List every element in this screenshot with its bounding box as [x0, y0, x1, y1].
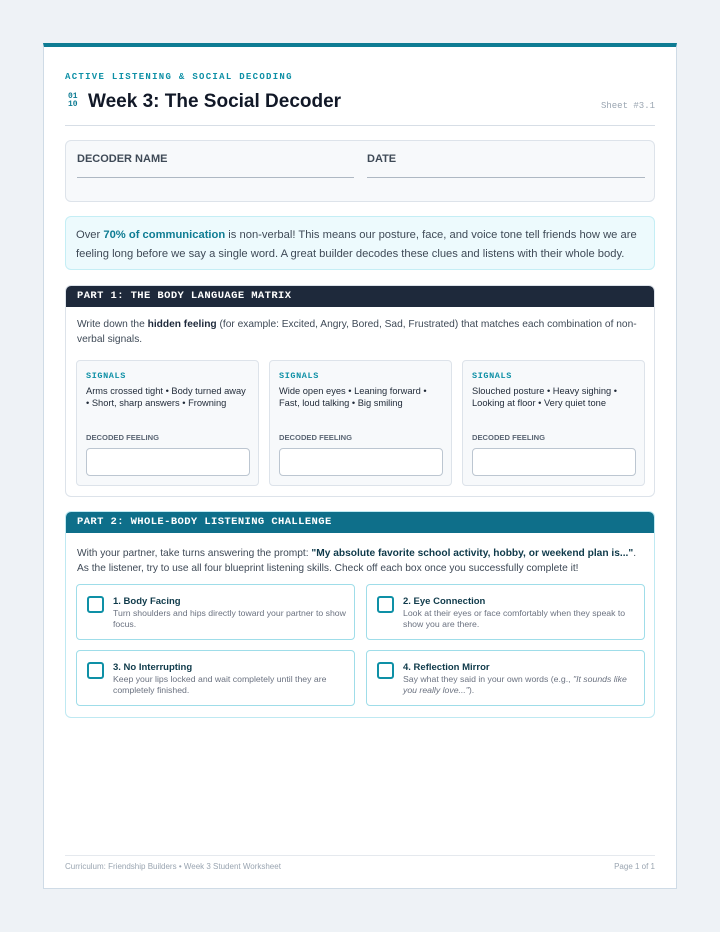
decoded-feeling-label: DECODED FEELING — [472, 433, 545, 442]
skill-title: 4. Reflection Mirror — [403, 662, 490, 673]
date-label: DATE — [367, 153, 397, 165]
sheet-number: Sheet #3.1 — [600, 101, 655, 111]
footer-curriculum: Curriculum: Friendship Builders • Week 3 Student Worksheet — [65, 862, 281, 871]
intro-highlight: 70% of communication — [103, 229, 226, 241]
signals-label: SIGNALS — [472, 371, 512, 381]
checkbox[interactable] — [377, 662, 394, 679]
name-input-line[interactable] — [77, 177, 354, 178]
signal-card — [76, 360, 259, 486]
skill-description: Turn shoulders and hips directly toward your partner to show focus. — [113, 608, 346, 630]
skill-item — [76, 650, 355, 706]
part1-heading: PART 1: THE BODY LANGUAGE MATRIX — [66, 286, 654, 307]
name-field — [77, 153, 167, 165]
decoded-feeling-input[interactable] — [86, 448, 250, 476]
skill-item — [366, 584, 645, 640]
skill-title: 2. Eye Connection — [403, 596, 486, 607]
name-label: DECODER NAME — [77, 153, 168, 165]
decoded-feeling-label: DECODED FEELING — [279, 433, 352, 442]
worksheet-page — [43, 43, 677, 889]
title-row — [65, 89, 655, 119]
part2-heading: PART 2: WHOLE-BODY LISTENING CHALLENGE — [66, 512, 654, 533]
signals-label: SIGNALS — [279, 371, 319, 381]
date-input-line[interactable] — [367, 177, 645, 178]
signals-text: Slouched posture • Heavy sighing • Looking at floor • Very quiet tone — [472, 386, 618, 408]
skill-item — [76, 584, 355, 640]
skill-title: 3. No Interrupting — [113, 662, 193, 673]
checkbox[interactable] — [87, 596, 104, 613]
signals-label: SIGNALS — [86, 371, 126, 381]
checkbox[interactable] — [377, 596, 394, 613]
intro-callout: Over 70% of communication is non-verbal! This means our posture, face, and voice tone tell friends how we are feeling long before we say a single word. A great builder decodes these clues and listens with their whole body. — [65, 216, 655, 270]
skill-title: 1. Body Facing — [113, 596, 181, 607]
decoded-feeling-input[interactable] — [472, 448, 636, 476]
decoded-feeling-input[interactable] — [279, 448, 443, 476]
date-field — [367, 153, 396, 165]
decoded-feeling-label: DECODED FEELING — [86, 433, 159, 442]
skill-description: Say what they said in your own words (e.g., "It sounds like you really love..."). — [403, 674, 627, 696]
signal-card — [462, 360, 645, 486]
signal-card — [269, 360, 452, 486]
signals-text: Arms crossed tight • Body turned away • Short, sharp answers • Frowning — [86, 386, 246, 408]
kicker: ACTIVE LISTENING & SOCIAL DECODING — [65, 72, 293, 82]
part2-panel — [65, 511, 655, 718]
skill-item — [366, 650, 645, 706]
footer-divider — [65, 855, 655, 856]
part1-panel — [65, 285, 655, 497]
skill-description: Keep your lips locked and wait completely until they are completely finished. — [113, 674, 327, 696]
signals-text: Wide open eyes • Leaning forward • Fast, loud talking • Big smiling — [279, 386, 427, 408]
binary-icon: 01 10 — [68, 92, 78, 109]
skill-description: Look at their eyes or face comfortably when they speak to show you are there. — [403, 608, 626, 630]
footer-page-number: Page 1 of 1 — [614, 862, 655, 871]
part1-instructions: Write down the hidden feeling (for example: Excited, Angry, Bored, Sad, Frustrated) that matches each combination of non-verbal signals. — [77, 319, 637, 345]
checkbox[interactable] — [87, 662, 104, 679]
name-date-box — [65, 140, 655, 202]
part2-instructions: With your partner, take turns answering the prompt: "My absolute favorite school activity, hobby, or weekend plan is...". As the listener, try to use all four blueprint listening skills. Check off each box once you successfully complete it! — [77, 548, 637, 574]
title-divider — [65, 125, 655, 126]
page-title: Week 3: The Social Decoder — [88, 91, 342, 112]
